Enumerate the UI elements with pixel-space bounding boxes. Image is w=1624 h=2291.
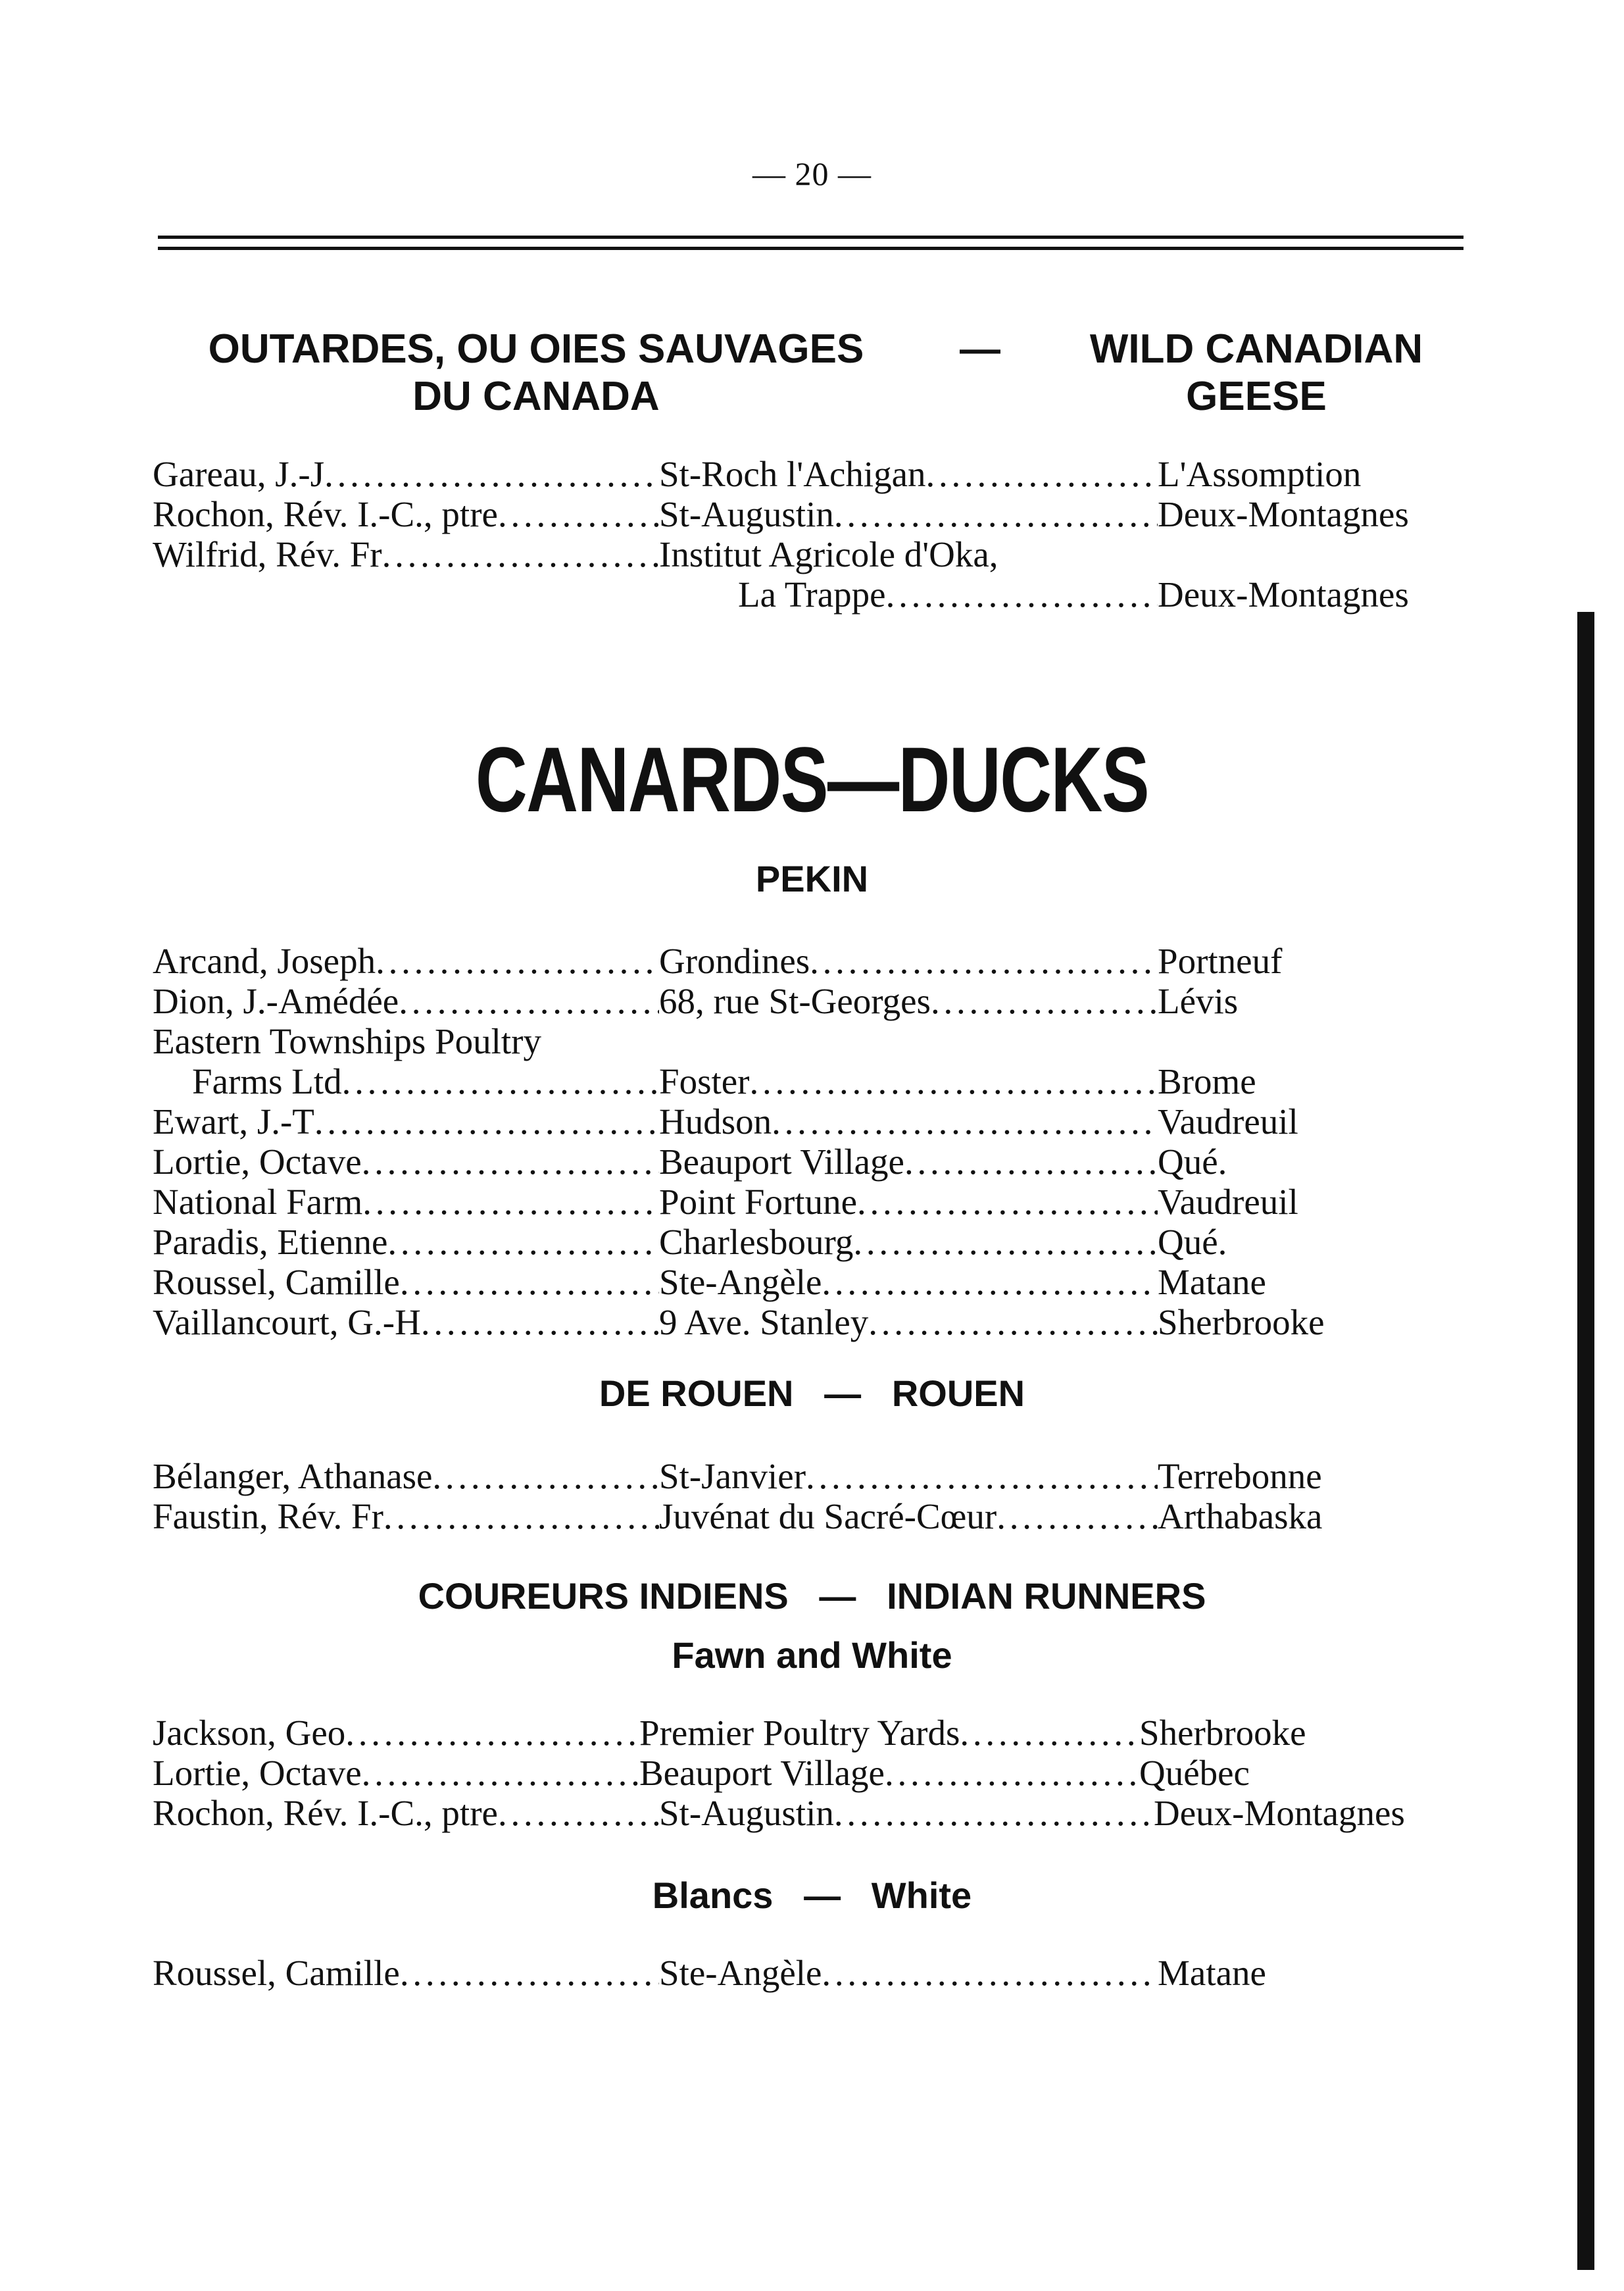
breeder-name: Roussel, Camille . . .	[153, 1953, 659, 1993]
list-item	[153, 534, 1475, 574]
breeder-county: Sherbrooke	[1139, 1713, 1306, 1753]
breeder-place: Foster . . .	[659, 1061, 1158, 1101]
breeder-county: Qué.	[1158, 1222, 1227, 1262]
list-item	[153, 1713, 1475, 1753]
list-item	[153, 1142, 1475, 1182]
breeder-place: Ste-Angèle . . .	[659, 1262, 1158, 1302]
breeder-name: Jackson, Geo . . .	[153, 1713, 639, 1753]
white-heading: Blancs — White	[652, 1875, 972, 1916]
geese-list	[153, 454, 1475, 615]
geese-heading-dash: —	[960, 326, 1000, 372]
ducks-title: CANARDS—DUCKS	[475, 728, 1149, 831]
fawn-list	[153, 1713, 1475, 1833]
list-item	[153, 494, 1475, 534]
breeder-name: Ewart, J.-T . . .	[153, 1101, 659, 1142]
breeder-name: Lortie, Octave . . .	[153, 1142, 659, 1182]
breeder-place-line2: La Trappe . . .	[738, 574, 1158, 615]
list-item	[153, 1496, 1475, 1536]
list-item	[153, 1182, 1475, 1222]
breeder-place: 68, rue St-Georges . . .	[659, 981, 1158, 1021]
breeder-county: Sherbrooke	[1158, 1302, 1325, 1342]
breeder-place: Beauport Village . . .	[659, 1142, 1158, 1182]
breeder-name: Lortie, Octave . . .	[153, 1753, 639, 1793]
breeder-name: Dion, J.-Amédée . . .	[153, 981, 659, 1021]
breeder-place: Hudson . . .	[659, 1101, 1158, 1142]
page-number: — 20 —	[752, 155, 872, 192]
breeder-name: Paradis, Etienne . . .	[153, 1222, 659, 1262]
rouen-list	[153, 1456, 1475, 1536]
breeder-name: Rochon, Rév. I.-C., ptre . . .	[153, 494, 659, 534]
geese-heading-french-line2: DU CANADA	[412, 374, 660, 419]
breeder-place: 9 Ave. Stanley . . .	[659, 1302, 1158, 1342]
list-item	[153, 1953, 1475, 1993]
breeder-name: Gareau, J.-J . . .	[153, 454, 659, 494]
runners-heading: COUREURS INDIENS — INDIAN RUNNERS	[418, 1575, 1206, 1617]
breeder-place: Grondines . . .	[659, 941, 1158, 981]
breeder-name: Wilfrid, Rév. Fr . . .	[153, 534, 659, 574]
list-item	[153, 1753, 1475, 1793]
breeder-place: St-Augustin . . .	[659, 1793, 1154, 1833]
geese-heading-english-line2: GEESE	[1186, 374, 1327, 419]
rouen-heading: DE ROUEN — ROUEN	[599, 1372, 1025, 1414]
geese-heading-english	[1046, 326, 1467, 420]
list-item	[153, 454, 1475, 494]
breeder-name: Vaillancourt, G.-H . . .	[153, 1302, 659, 1342]
list-item	[153, 1456, 1475, 1496]
breeder-place: Beauport Village . . .	[639, 1753, 1139, 1793]
list-item	[153, 1021, 1475, 1061]
breeder-place: St-Roch l'Achigan . . .	[659, 454, 1158, 494]
breeder-county: Deux-Montagnes	[1158, 574, 1409, 615]
breeder-place: Charlesbourg . . .	[659, 1222, 1158, 1262]
breeder-name: Roussel, Camille . . .	[153, 1262, 659, 1302]
breeder-place: Ste-Angèle . . .	[659, 1953, 1158, 1993]
list-item-continuation	[153, 1061, 1475, 1101]
breeder-name-line2: Farms Ltd . . .	[153, 1061, 659, 1101]
breeder-name-line1: Eastern Townships Poultry	[153, 1021, 541, 1061]
breeder-place: Point Fortune . . .	[659, 1182, 1158, 1222]
breeder-county: L'Assomption	[1158, 454, 1362, 494]
breeder-county: Québec	[1139, 1753, 1250, 1793]
breeder-county: Deux-Montagnes	[1154, 1793, 1405, 1833]
breeder-county: Brome	[1158, 1061, 1256, 1101]
breeder-name: Faustin, Rév. Fr . . .	[153, 1496, 659, 1536]
breeder-name: Arcand, Joseph . . .	[153, 941, 659, 981]
breeder-county: Lévis	[1158, 981, 1239, 1021]
list-item	[153, 981, 1475, 1021]
breeder-county: Arthabaska	[1158, 1496, 1323, 1536]
geese-heading-english-line1: WILD CANADIAN	[1089, 326, 1423, 372]
fawn-heading: Fawn and White	[672, 1634, 952, 1676]
breeder-place: St-Augustin . . .	[659, 494, 1158, 534]
breeder-name: Rochon, Rév. I.-C., ptre . . .	[153, 1793, 659, 1833]
list-item	[153, 941, 1475, 981]
breeder-county: Qué.	[1158, 1142, 1227, 1182]
pekin-list	[153, 941, 1475, 1342]
list-item	[153, 1302, 1475, 1342]
breeder-county: Terrebonne	[1158, 1456, 1322, 1496]
list-item	[153, 1262, 1475, 1302]
breeder-county: Portneuf	[1158, 941, 1283, 981]
geese-heading-french-line1: OUTARDES, OU OIES SAUVAGES	[208, 326, 864, 372]
list-item	[153, 1793, 1475, 1833]
white-list	[153, 1953, 1475, 1993]
breeder-name: Bélanger, Athanase . . .	[153, 1456, 659, 1496]
breeder-place: St-Janvier . . .	[659, 1456, 1158, 1496]
breeder-county: Vaudreuil	[1158, 1101, 1298, 1142]
list-item	[153, 1101, 1475, 1142]
header-double-rule	[158, 236, 1464, 250]
geese-heading-french	[158, 326, 914, 420]
breeder-place-line1: Institut Agricole d'Oka,	[659, 534, 998, 574]
breeder-county: Deux-Montagnes	[1158, 494, 1409, 534]
pekin-heading: PEKIN	[755, 858, 869, 899]
list-item	[153, 1222, 1475, 1262]
breeder-place: Juvénat du Sacré-Cœur . . .	[659, 1496, 1158, 1536]
list-item-continuation	[153, 574, 1475, 615]
breeder-name: National Farm . . .	[153, 1182, 659, 1222]
breeder-county: Vaudreuil	[1158, 1182, 1298, 1222]
breeder-county: Matane	[1158, 1953, 1266, 1993]
breeder-county: Matane	[1158, 1262, 1266, 1302]
breeder-place: Premier Poultry Yards . . .	[639, 1713, 1139, 1753]
